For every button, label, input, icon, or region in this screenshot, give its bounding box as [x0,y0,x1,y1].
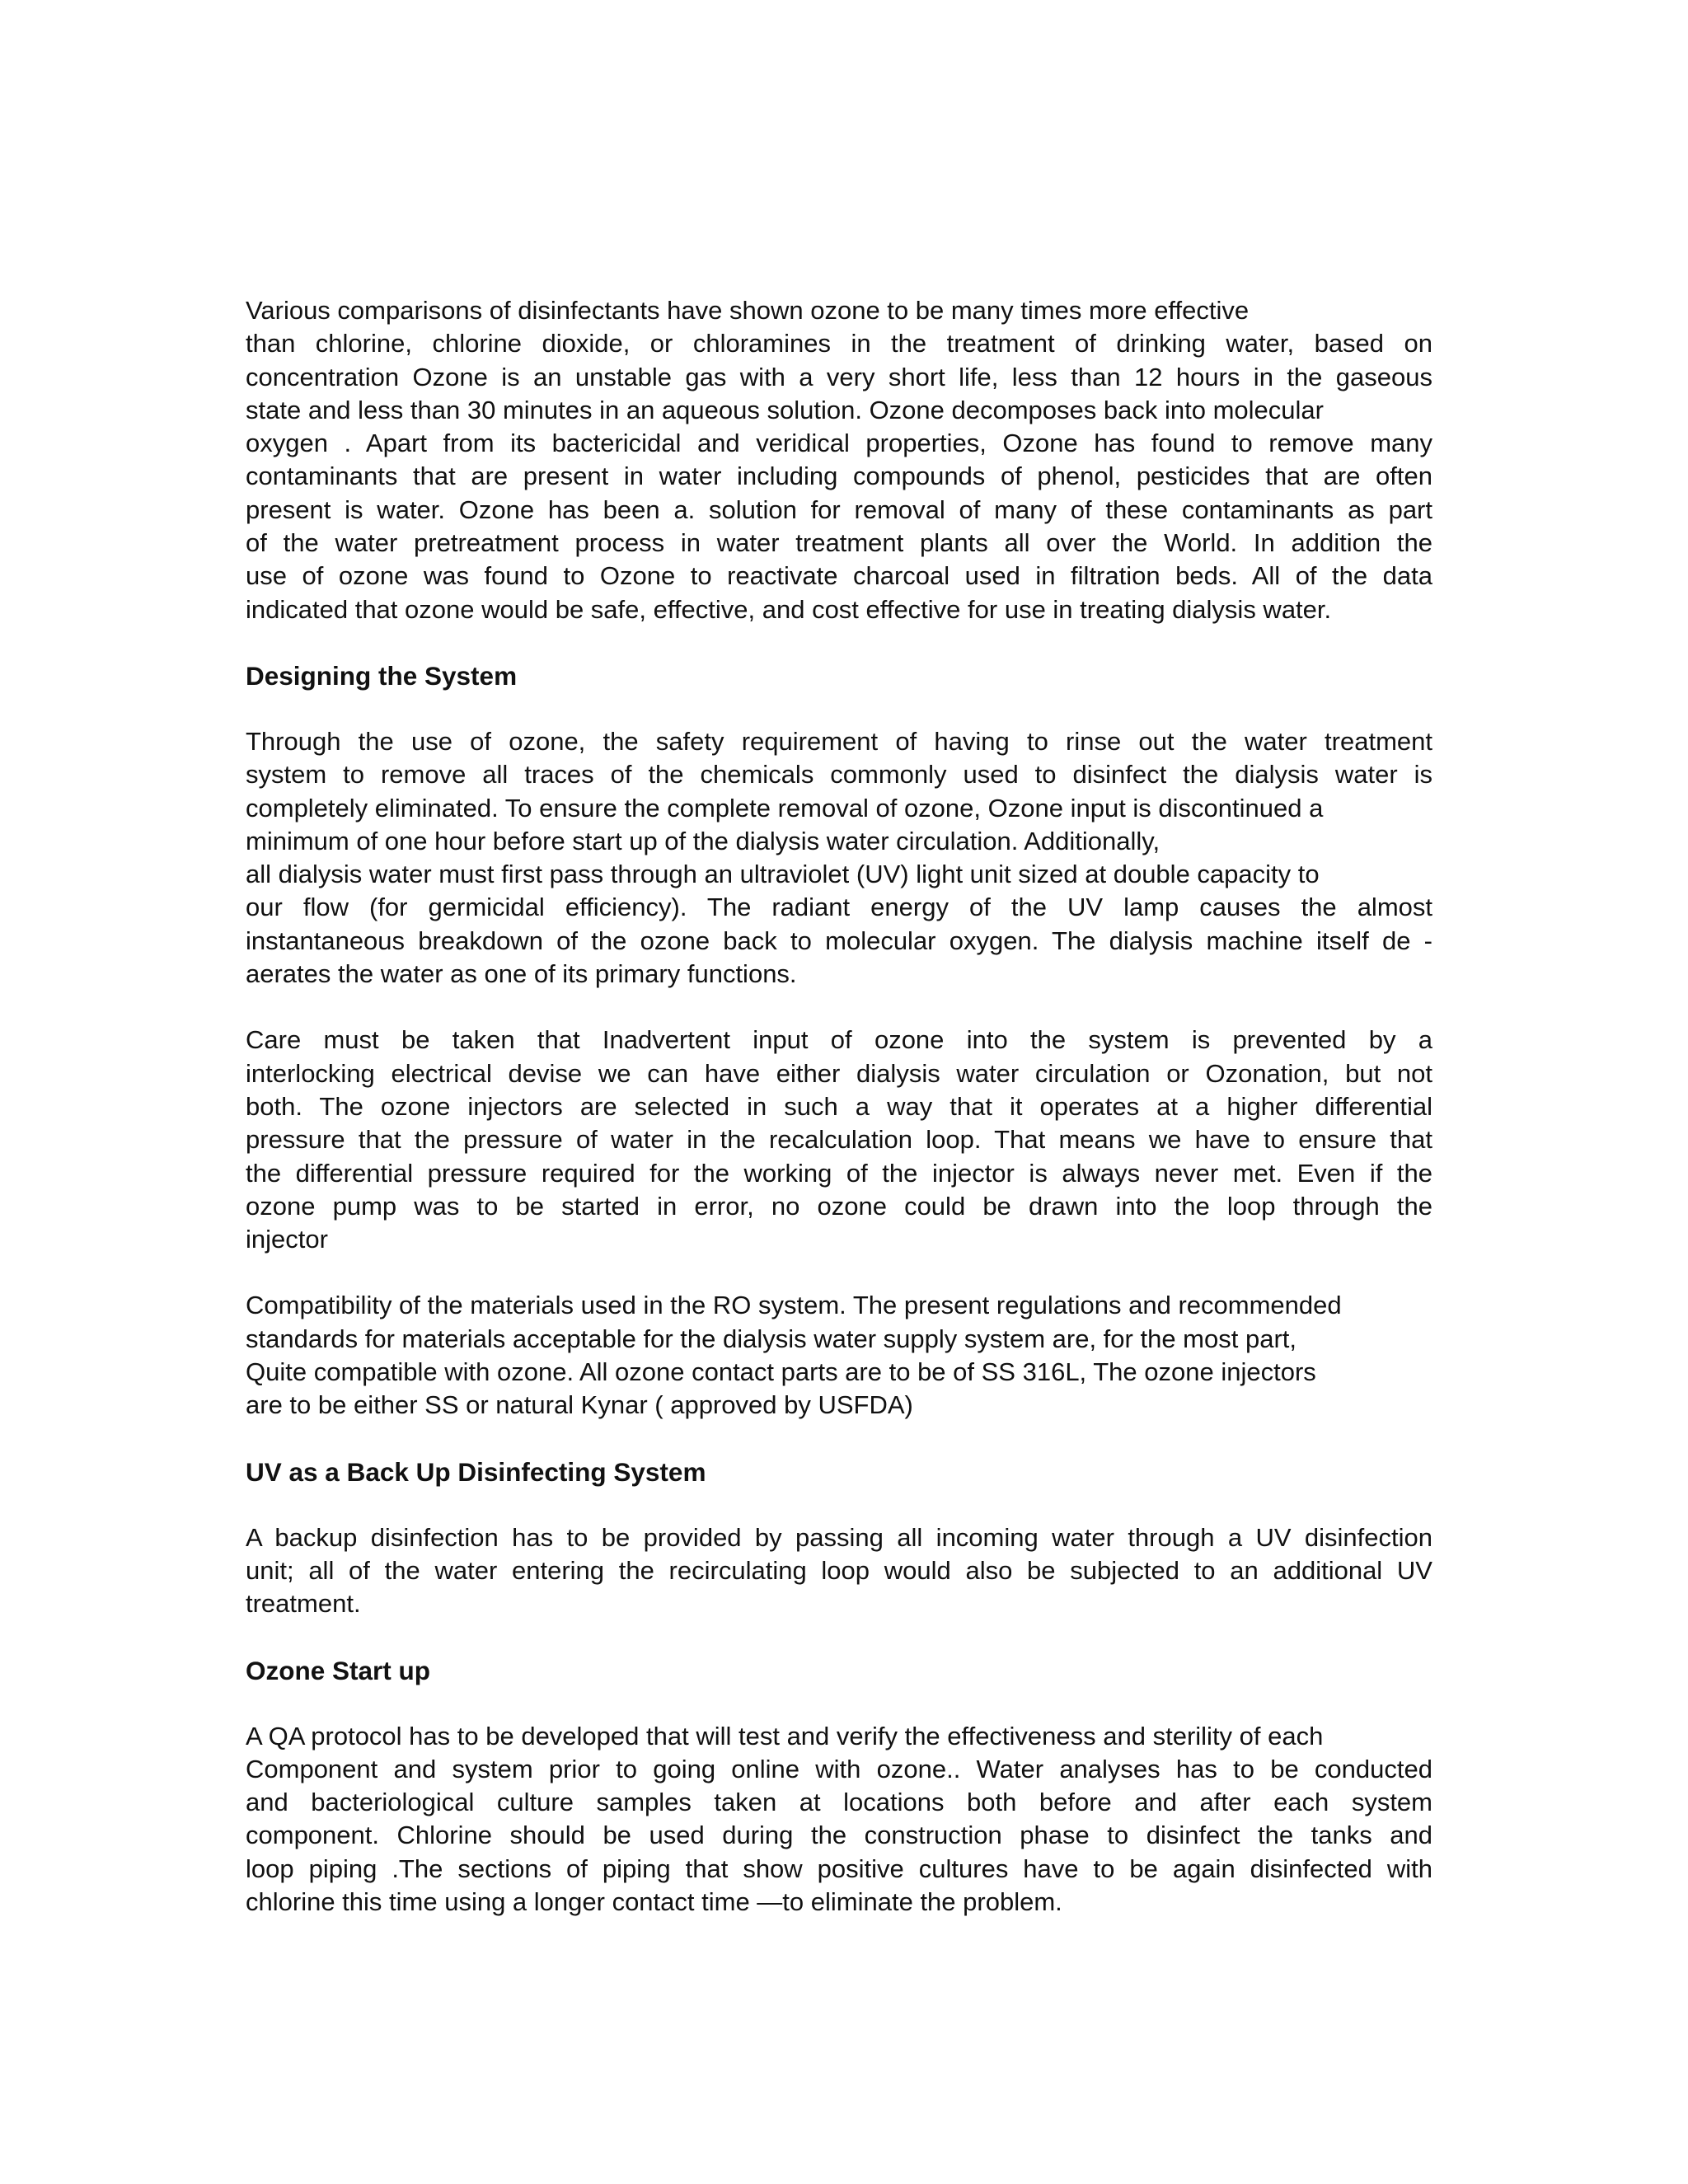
text-line: the differential pressure required for the working of the injector is always never met. Even if the [246,1158,1432,1188]
text-line: injector [246,1225,328,1254]
designing-paragraph-1 [246,725,1432,991]
text-line: instantaneous breakdown of the ozone back to molecular oxygen. The dialysis machine itself de - [246,926,1432,955]
text-line: Care must be taken that Inadvertent input of ozone into the system is prevented by a [246,1025,1432,1055]
designing-paragraph-2 [246,1024,1432,1256]
section-heading-ozone-startup: Ozone Start up [246,1655,431,1685]
designing-paragraph-3 [246,1289,1432,1422]
text-line: standards for materials acceptable for the dialysis water supply system are, for the most part, [246,1324,1296,1353]
text-line: pressure that the pressure of water in the recalculation loop. That means we have to ensure that [246,1125,1432,1155]
text-line: completely eliminated. To ensure the complete removal of ozone, Ozone input is discontinued a [246,793,1324,823]
text-line: concentration Ozone is an unstable gas with a very short life, less than 12 hours in the gaseous [246,362,1432,391]
text-line: are to be either SS or natural Kynar ( approved by USFDA) [246,1390,913,1420]
text-line: chlorine this time using a longer contact time —to eliminate the problem. [246,1886,1062,1916]
text-line: A QA protocol has to be developed that will test and verify the effectiveness and sterility of each [246,1721,1324,1750]
text-line: of the water pretreatment process in water treatment plants all over the World. In addition the [246,528,1432,558]
ozone-startup-paragraph [246,1720,1432,1919]
section-heading-designing: Designing the System [246,660,518,691]
text-line: and bacteriological culture samples taken at locations both before and after each system [246,1788,1432,1817]
text-line: use of ozone was found to Ozone to reactivate charcoal used in filtration beds. All of the data [246,561,1432,591]
text-line: aerates the water as one of its primary functions. [246,959,797,989]
text-line: Compatibility of the materials used in the RO system. The present regulations and recommended [246,1291,1342,1320]
text-line: loop piping .The sections of piping that show positive cultures have to be again disinfected with [246,1854,1432,1883]
text-line: treatment. [246,1589,361,1619]
section-heading-uv-backup: UV as a Back Up Disinfecting System [246,1456,706,1487]
text-line: unit; all of the water entering the recirculating loop would also be subjected to an additional UV [246,1555,1432,1585]
text-line: than chlorine, chlorine dioxide, or chloramines in the treatment of drinking water, based on [246,329,1432,359]
text-line: Component and system prior to going online with ozone.. Water analyses has to be conducted [246,1754,1432,1783]
text-line: all dialysis water must first pass through an ultraviolet (UV) light unit sized at double capacity to [246,860,1320,889]
text-line: interlocking electrical devise we can have either dialysis water circulation or Ozonation, but not [246,1058,1432,1088]
text-line: indicated that ozone would be safe, effective, and cost effective for use in treating dialysis water. [246,594,1332,624]
text-line: component. Chlorine should be used during the construction phase to disinfect the tanks and [246,1821,1432,1850]
text-line: ozone pump was to be started in error, no ozone could be drawn into the loop through the [246,1191,1432,1221]
intro-paragraph [246,294,1432,626]
text-line: A backup disinfection has to be provided by passing all incoming water through a UV disinfection [246,1522,1432,1552]
text-line: Various comparisons of disinfectants have shown ozone to be many times more effective [246,296,1250,325]
text-line: system to remove all traces of the chemicals commonly used to disinfect the dialysis water is [246,760,1432,790]
text-line: minimum of one hour before start up of the dialysis water circulation. Additionally, [246,826,1160,855]
text-line: present is water. Ozone has been a. solution for removal of many of these contaminants as part [246,494,1432,524]
text-line: Quite compatible with ozone. All ozone contact parts are to be of SS 316L, The ozone injectors [246,1357,1316,1387]
text-line: contaminants that are present in water including compounds of phenol, pesticides that are often [246,462,1432,491]
uv-backup-paragraph [246,1521,1432,1621]
text-line: Through the use of ozone, the safety requirement of having to rinse out the water treatment [246,726,1432,756]
text-line: our flow (for germicidal efficiency). The radiant energy of the UV lamp causes the almost [246,893,1432,922]
text-line: oxygen . Apart from its bactericidal and veridical properties, Ozone has found to remove many [246,429,1432,458]
text-line: state and less than 30 minutes in an aqueous solution. Ozone decomposes back into molecular [246,395,1324,424]
text-line: both. The ozone injectors are selected in such a way that it operates at a higher differential [246,1091,1432,1121]
document-page [246,294,1432,1919]
